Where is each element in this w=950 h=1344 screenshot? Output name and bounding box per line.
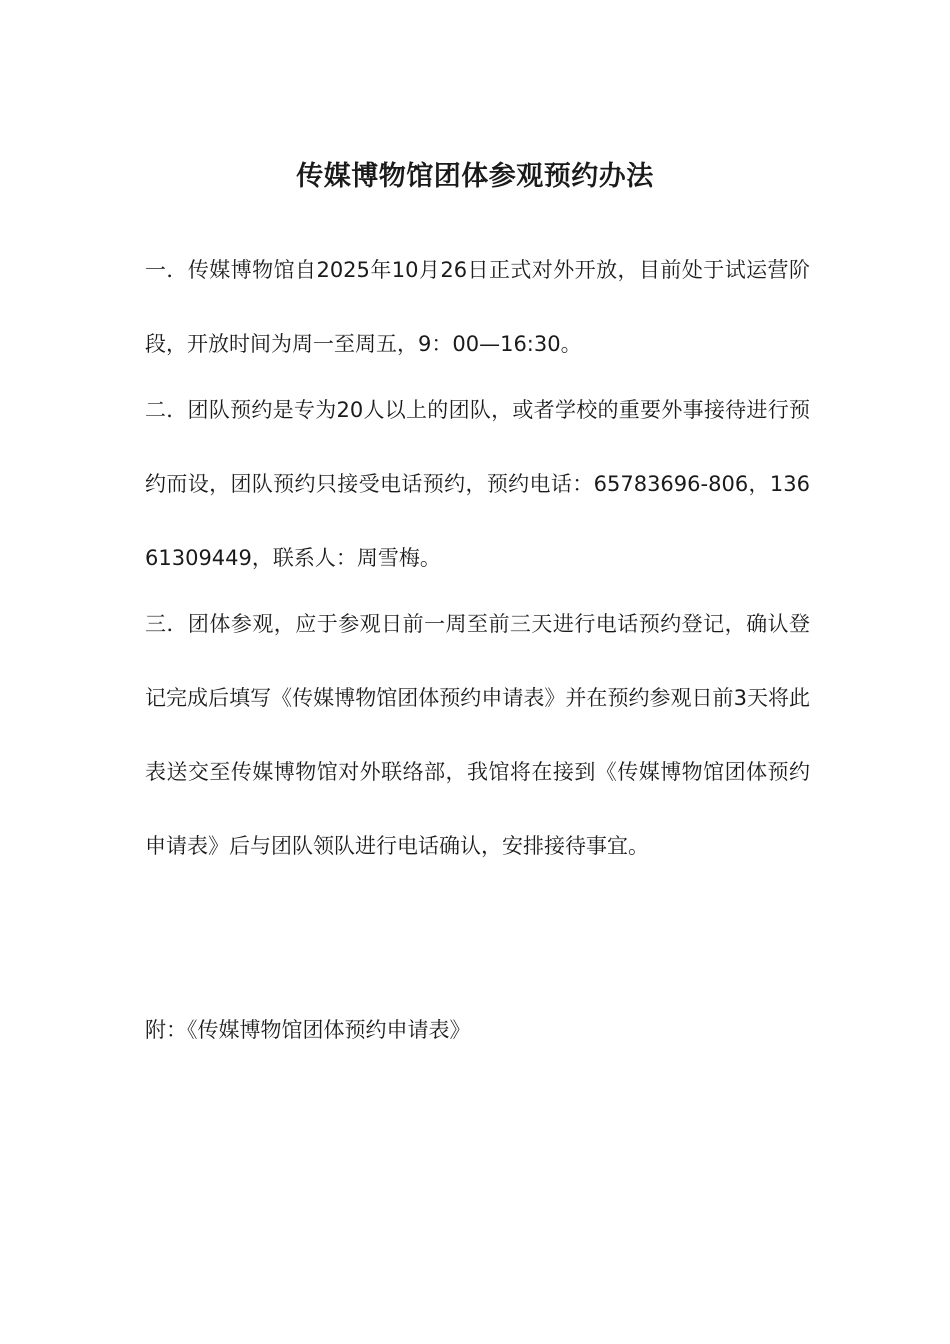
attachment-note: 附：《传媒博物馆团体预约申请表》 xyxy=(145,1018,471,1042)
section-2-paragraph: 二．团队预约是专为20人以上的团队，或者学校的重要外事接待进行预约而设，团队预约只接受电话预约，预约电话：65783696-806，13661309449，联系人：周雪梅。 xyxy=(145,398,810,570)
section-1-paragraph: 一．传媒博物馆自2025年10月26日正式对外开放，目前处于试运营阶段，开放时间为周一至周五，9：00—16:30。 xyxy=(145,258,810,356)
document-title: 传媒博物馆团体参观预约办法 xyxy=(296,161,654,192)
section-3-paragraph: 三．团体参观，应于参观日前一周至前三天进行电话预约登记，确认登记完成后填写《传媒博物馆团体预约申请表》并在预约参观日前3天将此表送交至传媒博物馆对外联络部，我馆将在接到《传媒博物馆团体预约申请表》后与团队领队进行电话确认，安排接待事宜。 xyxy=(145,612,810,858)
